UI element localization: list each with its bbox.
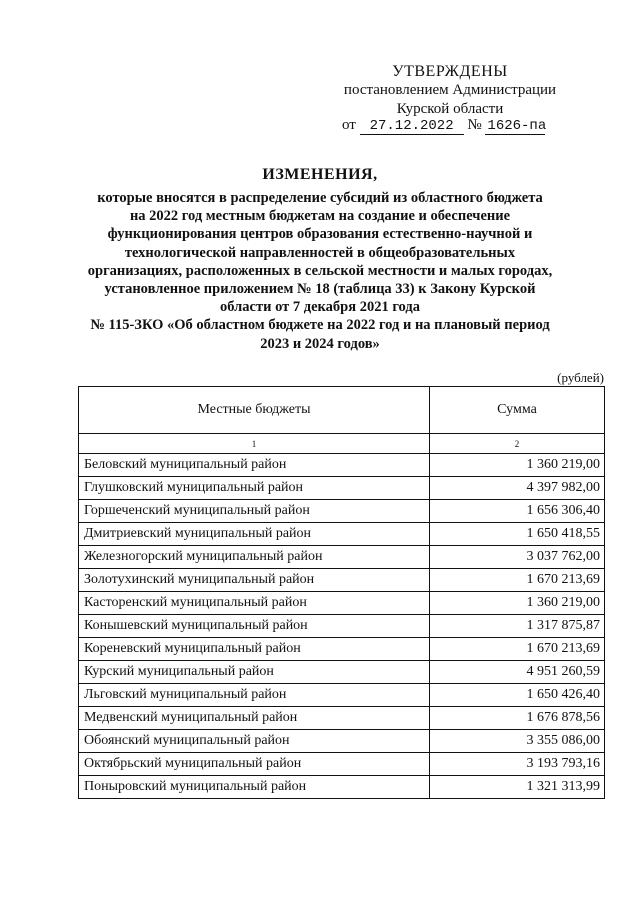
header-local-budgets: Местные бюджеты bbox=[79, 387, 430, 434]
index-cell: 2 bbox=[430, 434, 605, 454]
budget-sum: 3 193 793,16 bbox=[430, 753, 605, 776]
budget-sum: 1 656 306,40 bbox=[430, 500, 605, 523]
budget-name: Беловский муниципальный район bbox=[79, 454, 430, 477]
table-row bbox=[79, 776, 605, 799]
table-index-row bbox=[79, 434, 605, 454]
budget-sum: 4 951 260,59 bbox=[430, 661, 605, 684]
subtitle-line: области от 7 декабря 2021 года bbox=[220, 299, 420, 316]
budget-name: Касторенский муниципальный район bbox=[79, 592, 430, 615]
approval-number: 1626-па bbox=[487, 118, 547, 134]
approval-line-2: Курской области bbox=[396, 101, 504, 117]
budget-name: Кореневский муниципальный район bbox=[79, 638, 430, 661]
table-row bbox=[79, 661, 605, 684]
table-header-row bbox=[79, 387, 605, 434]
table-row bbox=[79, 523, 605, 546]
subtitle-line: которые вносятся в распределение субсидий из областного бюджета bbox=[97, 190, 543, 206]
table-row bbox=[79, 638, 605, 661]
table-row bbox=[79, 546, 605, 569]
unit-label: (рублей) bbox=[557, 370, 604, 385]
budget-name: Обоянский муниципальный район bbox=[79, 730, 430, 753]
budget-sum: 3 037 762,00 bbox=[430, 546, 605, 569]
table-row bbox=[79, 753, 605, 776]
document-title: ИЗМЕНЕНИЯ, bbox=[262, 166, 378, 183]
subsidy-table bbox=[78, 386, 605, 799]
index-cell: 1 bbox=[79, 434, 430, 454]
budget-sum: 1 670 213,69 bbox=[430, 638, 605, 661]
budget-name: Поныровский муниципальный район bbox=[79, 776, 430, 799]
subtitle-line: функционирования центров образования естественно-научной и bbox=[107, 226, 533, 243]
subtitle-line: 2023 и 2024 годов» bbox=[260, 335, 380, 352]
budget-name: Глушковский муниципальный район bbox=[79, 477, 430, 500]
header-sum: Сумма bbox=[430, 387, 605, 434]
budget-name: Горшеченский муниципальный район bbox=[79, 500, 430, 523]
budget-sum: 1 360 219,00 bbox=[430, 592, 605, 615]
table-row bbox=[79, 615, 605, 638]
budget-name: Золотухинский муниципальный район bbox=[79, 569, 430, 592]
subtitle-line: технологической направленностей в общеобразовательных bbox=[124, 244, 516, 261]
subtitle-line: на 2022 год местным бюджетам на создание и обеспечение bbox=[129, 208, 511, 225]
budget-sum: 1 650 418,55 bbox=[430, 523, 605, 546]
budget-sum: 1 360 219,00 bbox=[430, 454, 605, 477]
table-row bbox=[79, 707, 605, 730]
table-row bbox=[79, 569, 605, 592]
budget-name: Льговский муниципальный район bbox=[79, 684, 430, 707]
budget-sum: 1 321 313,99 bbox=[430, 776, 605, 799]
budget-name: Конышевский муниципальный район bbox=[79, 615, 430, 638]
subtitle-line: № 115-ЗКО «Об областном бюджете на 2022 год и на плановый период bbox=[90, 317, 550, 334]
budget-name: Медвенский муниципальный район bbox=[79, 707, 430, 730]
budget-name: Железногорский муниципальный район bbox=[79, 546, 430, 569]
budget-sum: 1 670 213,69 bbox=[430, 569, 605, 592]
approval-heading: УТВЕРЖДЕНЫ bbox=[392, 63, 508, 80]
table-row bbox=[79, 454, 605, 477]
document-subtitle bbox=[60, 189, 580, 353]
approval-line-1: постановлением Администрации bbox=[343, 82, 557, 98]
table-row bbox=[79, 684, 605, 707]
approval-date: 27.12.2022 bbox=[360, 118, 464, 135]
number-prefix: № bbox=[467, 117, 482, 133]
table-row bbox=[79, 592, 605, 615]
approval-block bbox=[330, 62, 570, 119]
budget-sum: 1 317 875,87 bbox=[430, 615, 605, 638]
budget-sum: 1 650 426,40 bbox=[430, 684, 605, 707]
approval-date-line bbox=[342, 117, 545, 135]
budget-name: Дмитриевский муниципальный район bbox=[79, 523, 430, 546]
date-prefix: от bbox=[342, 117, 356, 133]
table-row bbox=[79, 730, 605, 753]
budget-sum: 1 676 878,56 bbox=[430, 707, 605, 730]
budget-name: Октябрьский муниципальный район bbox=[79, 753, 430, 776]
subtitle-line: организациях, расположенных в сельской местности и малых городах, bbox=[87, 262, 553, 279]
table-row bbox=[79, 500, 605, 523]
subtitle-line: установленное приложением № 18 (таблица 33) к Закону Курской bbox=[104, 281, 536, 298]
budget-sum: 3 355 086,00 bbox=[430, 730, 605, 753]
budget-name: Курский муниципальный район bbox=[79, 661, 430, 684]
table-row bbox=[79, 477, 605, 500]
budget-sum: 4 397 982,00 bbox=[430, 477, 605, 500]
